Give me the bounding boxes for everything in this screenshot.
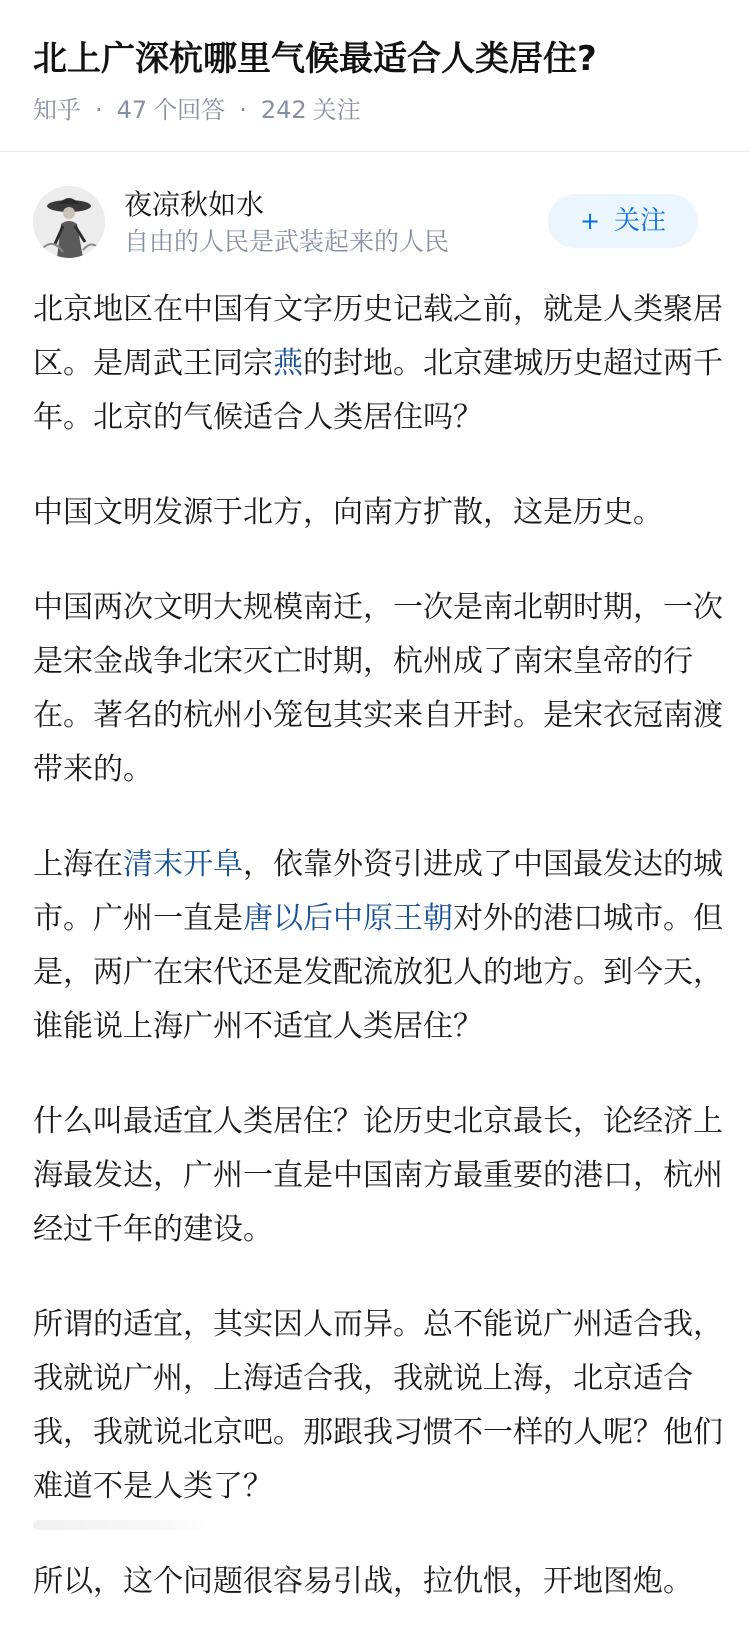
answer-paragraph: 中国文明发源于北方，向南方扩散，这是历史。 — [33, 495, 663, 530]
topic-link-yan[interactable]: 燕 — [273, 346, 303, 381]
meta-separator: · — [239, 96, 247, 124]
topic-link-qingmo[interactable]: 清末开阜 — [123, 847, 243, 882]
truncated-footer — [33, 1520, 213, 1530]
answer-paragraph — [33, 283, 723, 445]
paragraph-text: 上海在 — [33, 847, 123, 882]
follow-button[interactable] — [548, 194, 698, 248]
question-title[interactable]: 北上广深杭哪里气候最适合人类居住? — [33, 39, 597, 79]
question-meta — [33, 92, 361, 128]
answer-paragraph: 什么叫最适宜人类居住？论历史北京最长，论经济上海最发达，广州一直是中国南方最重要的港口，杭州经过千年的建设。 — [33, 1104, 723, 1247]
author-bio: 自由的人民是武装起来的人民 — [124, 227, 450, 256]
topic-link-tang[interactable]: 唐以后中原王朝 — [243, 901, 453, 936]
paragraph-text: 北京地区在中国有文字历史记载之前，就是人类聚居区。是周武王同宗 — [33, 292, 723, 381]
answer-paragraph: 中国两次文明大规模南迁，一次是南北朝时期，一次是宋金战争北宋灭亡时期，杭州成了南宋皇帝的行在。著名的杭州小笼包其实来自开封。是宋衣冠南渡带来的。 — [33, 590, 723, 787]
answer-paragraph: 所以，这个问题很容易引战，拉仇恨，开地图炮。 — [33, 1564, 693, 1599]
answers-count: 47 — [116, 96, 148, 124]
author-card — [0, 152, 750, 272]
followers-label[interactable]: 关注 — [312, 96, 361, 124]
paragraph-text: 对外的港口城市。但是，两广在宋代还是发配流放犯人的地方。到今天，谁能说上海广州不适宜人类居住？ — [33, 901, 723, 1044]
answer-paragraph: 所谓的适宜，其实因人而异。总不能说广州适合我，我就说广州，上海适合我，我就说上海，北京适合我，我就说北京吧。那跟我习惯不一样的人呢？他们难道不是人类了？ — [33, 1307, 723, 1504]
paragraph-text: ，依靠外资引进成了中国最发达的城市。广州一直是 — [33, 847, 723, 936]
plus-icon: + — [579, 207, 601, 235]
meta-separator: · — [95, 96, 103, 124]
paragraph-text: 的封地。北京建城历史超过两千年。北京的气候适合人类居住吗？ — [33, 346, 723, 435]
follow-label: 关注 — [614, 206, 667, 236]
answer-paragraph — [33, 838, 723, 1054]
followers-count: 242 — [260, 96, 307, 124]
avatar[interactable] — [33, 186, 105, 258]
author-name[interactable]: 夜凉秋如水 — [124, 188, 265, 221]
answers-label[interactable]: 个回答 — [153, 96, 226, 124]
source-label[interactable]: 知乎 — [33, 96, 81, 124]
answer-content — [33, 283, 723, 1650]
avatar-illustration-icon — [33, 186, 105, 258]
question-header — [0, 0, 750, 152]
